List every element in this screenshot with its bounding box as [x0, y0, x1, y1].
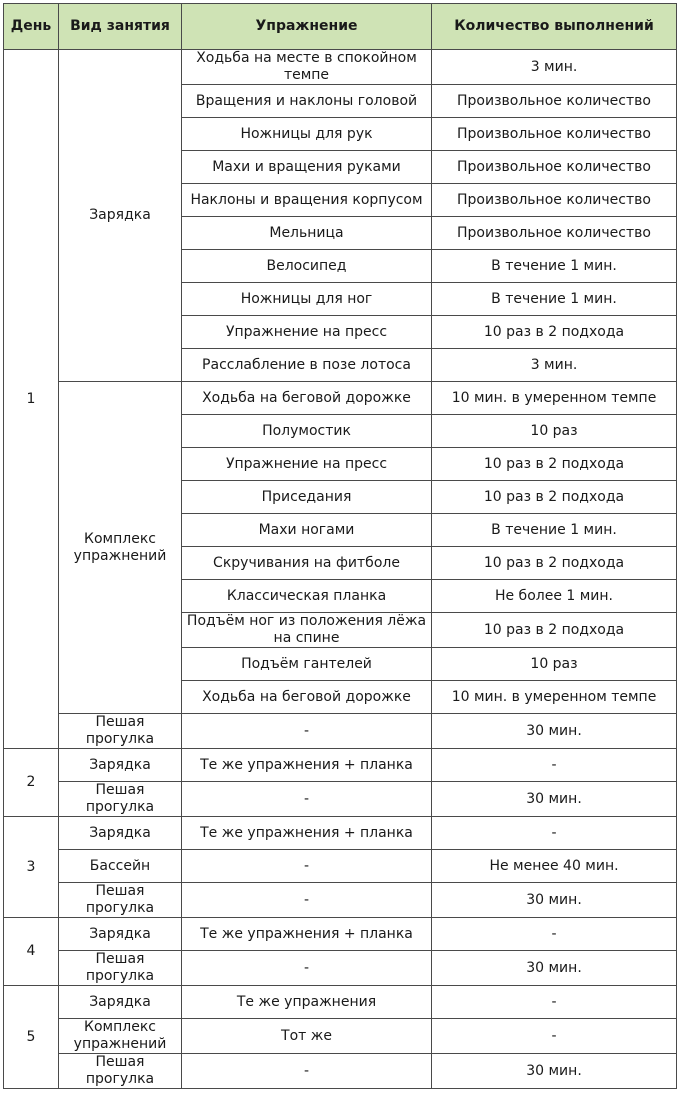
- exercise-cell: Упражнение на пресс: [182, 448, 432, 481]
- table-row: [4, 918, 677, 951]
- activity-type-cell: Комплекс упражнений: [59, 382, 182, 714]
- count-cell: 3 мин.: [432, 349, 677, 382]
- header-row: [4, 4, 677, 50]
- count-cell: 10 мин. в умеренном темпе: [432, 382, 677, 415]
- count-cell: 30 мин.: [432, 714, 677, 749]
- table-row: [4, 714, 677, 749]
- exercise-cell: Подъём гантелей: [182, 648, 432, 681]
- exercise-cell: Ножницы для ног: [182, 283, 432, 316]
- exercise-cell: Тот же: [182, 1019, 432, 1054]
- count-cell: Произвольное количество: [432, 151, 677, 184]
- header-count: Количество выполнений: [432, 4, 677, 50]
- exercise-cell: -: [182, 782, 432, 817]
- exercise-cell: Полумостик: [182, 415, 432, 448]
- header-exercise: Упражнение: [182, 4, 432, 50]
- count-cell: В течение 1 мин.: [432, 514, 677, 547]
- activity-type-cell: Зарядка: [59, 918, 182, 951]
- exercise-cell: Те же упражнения + планка: [182, 918, 432, 951]
- activity-type-cell: Пешая прогулка: [59, 1054, 182, 1089]
- count-cell: -: [432, 817, 677, 850]
- exercise-cell: Расслабление в позе лотоса: [182, 349, 432, 382]
- exercise-cell: Ходьба на беговой дорожке: [182, 382, 432, 415]
- count-cell: 10 раз в 2 подхода: [432, 613, 677, 648]
- count-cell: 30 мин.: [432, 883, 677, 918]
- activity-type-cell: Зарядка: [59, 50, 182, 382]
- activity-type-cell: Зарядка: [59, 986, 182, 1019]
- exercise-cell: Скручивания на фитболе: [182, 547, 432, 580]
- count-cell: Не менее 40 мин.: [432, 850, 677, 883]
- exercise-cell: -: [182, 1054, 432, 1089]
- exercise-cell: Наклоны и вращения корпусом: [182, 184, 432, 217]
- day-number-cell: 4: [4, 918, 59, 986]
- day-number-cell: 1: [4, 50, 59, 749]
- exercise-cell: -: [182, 714, 432, 749]
- exercise-cell: Подъём ног из положения лёжа на спине: [182, 613, 432, 648]
- activity-type-cell: Комплекс упражнений: [59, 1019, 182, 1054]
- schedule-table: [3, 3, 677, 1089]
- count-cell: -: [432, 986, 677, 1019]
- count-cell: 30 мин.: [432, 951, 677, 986]
- exercise-cell: -: [182, 850, 432, 883]
- table-row: [4, 749, 677, 782]
- count-cell: 10 раз в 2 подхода: [432, 316, 677, 349]
- count-cell: В течение 1 мин.: [432, 250, 677, 283]
- exercise-cell: Те же упражнения: [182, 986, 432, 1019]
- table-row: [4, 850, 677, 883]
- activity-type-cell: Пешая прогулка: [59, 714, 182, 749]
- activity-type-cell: Пешая прогулка: [59, 883, 182, 918]
- exercise-cell: Махи ногами: [182, 514, 432, 547]
- exercise-cell: Упражнение на пресс: [182, 316, 432, 349]
- count-cell: 3 мин.: [432, 50, 677, 85]
- exercise-cell: Классическая планка: [182, 580, 432, 613]
- table-row: [4, 1054, 677, 1089]
- count-cell: -: [432, 918, 677, 951]
- exercise-cell: -: [182, 951, 432, 986]
- header-type: Вид занятия: [59, 4, 182, 50]
- count-cell: 10 раз: [432, 415, 677, 448]
- exercise-cell: Велосипед: [182, 250, 432, 283]
- count-cell: 10 раз в 2 подхода: [432, 448, 677, 481]
- exercise-cell: Ножницы для рук: [182, 118, 432, 151]
- count-cell: В течение 1 мин.: [432, 283, 677, 316]
- count-cell: Произвольное количество: [432, 118, 677, 151]
- activity-type-cell: Зарядка: [59, 749, 182, 782]
- day-number-cell: 5: [4, 986, 59, 1089]
- count-cell: 10 раз: [432, 648, 677, 681]
- activity-type-cell: Бассейн: [59, 850, 182, 883]
- exercise-cell: Ходьба на беговой дорожке: [182, 681, 432, 714]
- exercise-cell: Ходьба на месте в спокойном темпе: [182, 50, 432, 85]
- activity-type-cell: Пешая прогулка: [59, 782, 182, 817]
- count-cell: -: [432, 749, 677, 782]
- count-cell: 30 мин.: [432, 1054, 677, 1089]
- count-cell: -: [432, 1019, 677, 1054]
- header-day: День: [4, 4, 59, 50]
- exercise-cell: Махи и вращения руками: [182, 151, 432, 184]
- exercise-cell: Вращения и наклоны головой: [182, 85, 432, 118]
- count-cell: 10 раз в 2 подхода: [432, 481, 677, 514]
- count-cell: Не более 1 мин.: [432, 580, 677, 613]
- count-cell: Произвольное количество: [432, 184, 677, 217]
- exercise-cell: Те же упражнения + планка: [182, 817, 432, 850]
- day-number-cell: 3: [4, 817, 59, 918]
- day-number-cell: 2: [4, 749, 59, 817]
- exercise-cell: -: [182, 883, 432, 918]
- table-row: [4, 1019, 677, 1054]
- activity-type-cell: Пешая прогулка: [59, 951, 182, 986]
- table-row: [4, 782, 677, 817]
- exercise-cell: Те же упражнения + планка: [182, 749, 432, 782]
- table-row: [4, 817, 677, 850]
- count-cell: 10 мин. в умеренном темпе: [432, 681, 677, 714]
- count-cell: Произвольное количество: [432, 217, 677, 250]
- count-cell: 30 мин.: [432, 782, 677, 817]
- table-row: [4, 951, 677, 986]
- schedule-body: [4, 50, 677, 1089]
- exercise-cell: Мельница: [182, 217, 432, 250]
- table-row: [4, 883, 677, 918]
- count-cell: Произвольное количество: [432, 85, 677, 118]
- count-cell: 10 раз в 2 подхода: [432, 547, 677, 580]
- table-row: [4, 50, 677, 85]
- activity-type-cell: Зарядка: [59, 817, 182, 850]
- table-row: [4, 986, 677, 1019]
- exercise-cell: Приседания: [182, 481, 432, 514]
- table-row: [4, 382, 677, 415]
